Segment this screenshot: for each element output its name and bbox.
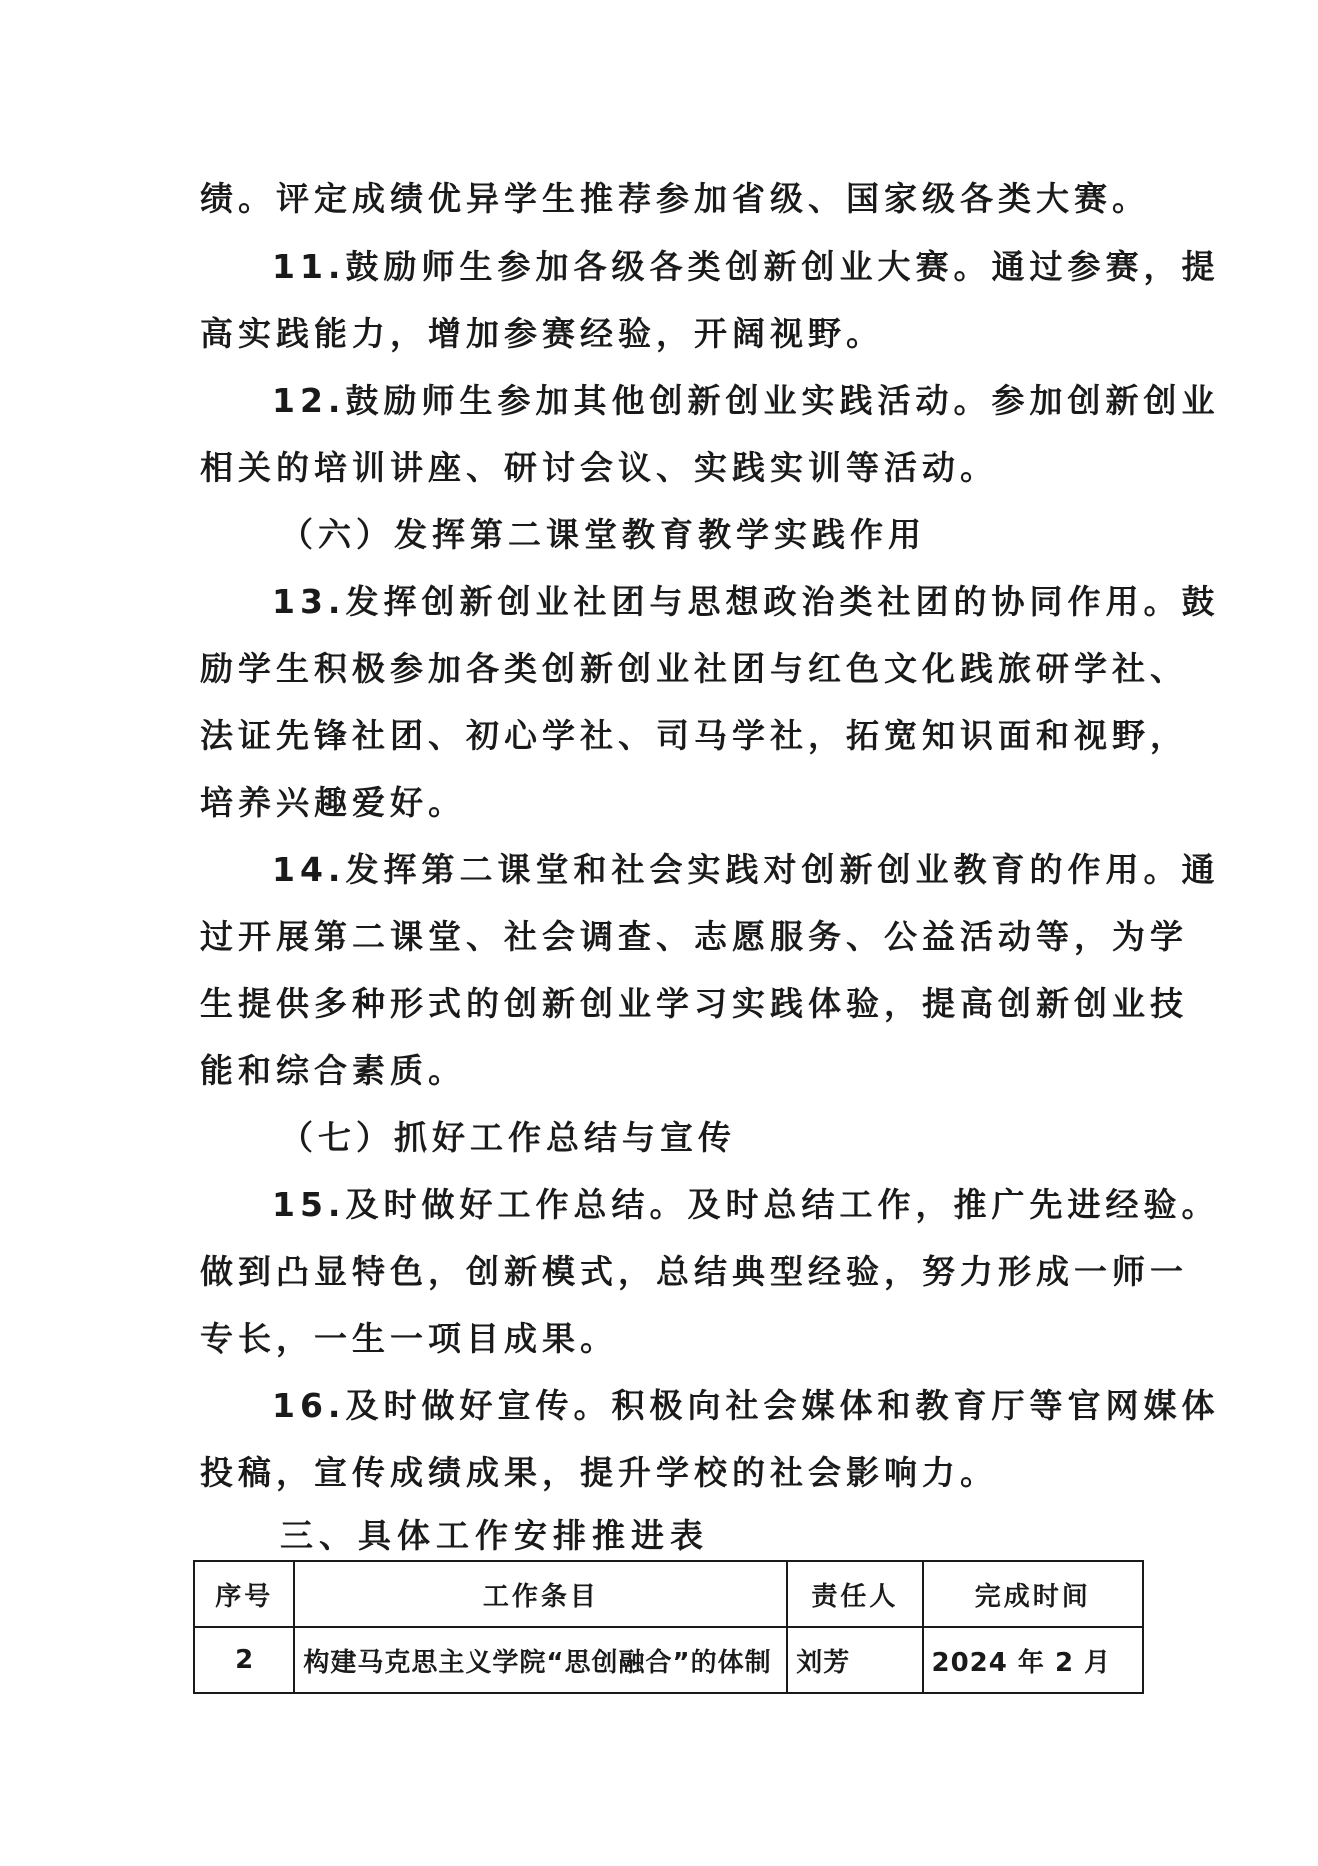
paragraph-line: 12.鼓励师生参加其他创新创业实践活动。参加创新创业 xyxy=(272,381,1220,420)
cell-index: 2 xyxy=(194,1627,294,1693)
paragraph-line: 过开展第二课堂、社会调查、志愿服务、公益活动等，为学 xyxy=(200,917,1188,956)
column-header-owner: 责任人 xyxy=(787,1561,922,1627)
column-header-deadline: 完成时间 xyxy=(923,1561,1144,1627)
column-header-task: 工作条目 xyxy=(294,1561,787,1627)
table-row xyxy=(194,1627,1143,1693)
subheading: （七）抓好工作总结与宣传 xyxy=(280,1118,736,1157)
paragraph-line: 励学生积极参加各类创新创业社团与红色文化践旅研学社、 xyxy=(200,649,1188,688)
cell-deadline: 2024 年 2 月 xyxy=(923,1627,1144,1693)
paragraph-line: 11.鼓励师生参加各级各类创新创业大赛。通过参赛，提 xyxy=(272,247,1220,286)
section-heading: 三、具体工作安排推进表 xyxy=(280,1516,709,1555)
paragraph-line: 能和综合素质。 xyxy=(200,1051,466,1090)
paragraph-line: 16.及时做好宣传。积极向社会媒体和教育厅等官网媒体 xyxy=(272,1386,1220,1425)
paragraph-line: 专长，一生一项目成果。 xyxy=(200,1319,618,1358)
paragraph-line: 投稿，宣传成绩成果，提升学校的社会影响力。 xyxy=(200,1453,998,1492)
schedule-table xyxy=(193,1560,1144,1694)
cell-task: 构建马克思主义学院“思创融合”的体制 xyxy=(294,1627,787,1693)
paragraph-line: 高实践能力，增加参赛经验，开阔视野。 xyxy=(200,314,884,353)
paragraph-line: 15.及时做好工作总结。及时总结工作，推广先进经验。 xyxy=(272,1185,1220,1224)
cell-owner: 刘芳 xyxy=(787,1627,922,1693)
table-header-row xyxy=(194,1561,1143,1627)
paragraph-line: 13.发挥创新创业社团与思想政治类社团的协同作用。鼓 xyxy=(272,582,1220,621)
subheading: （六）发挥第二课堂教育教学实践作用 xyxy=(280,515,926,554)
paragraph-line: 绩。评定成绩优异学生推荐参加省级、国家级各类大赛。 xyxy=(200,179,1150,218)
paragraph-line: 14.发挥第二课堂和社会实践对创新创业教育的作用。通 xyxy=(272,850,1220,889)
paragraph-line: 生提供多种形式的创新创业学习实践体验，提高创新创业技 xyxy=(200,984,1188,1023)
column-header-index: 序号 xyxy=(194,1561,294,1627)
paragraph-line: 法证先锋社团、初心学社、司马学社，拓宽知识面和视野， xyxy=(200,716,1188,755)
paragraph-line: 做到凸显特色，创新模式，总结典型经验，努力形成一师一 xyxy=(200,1252,1188,1291)
paragraph-line: 培养兴趣爱好。 xyxy=(200,783,466,822)
paragraph-line: 相关的培训讲座、研讨会议、实践实训等活动。 xyxy=(200,448,998,487)
